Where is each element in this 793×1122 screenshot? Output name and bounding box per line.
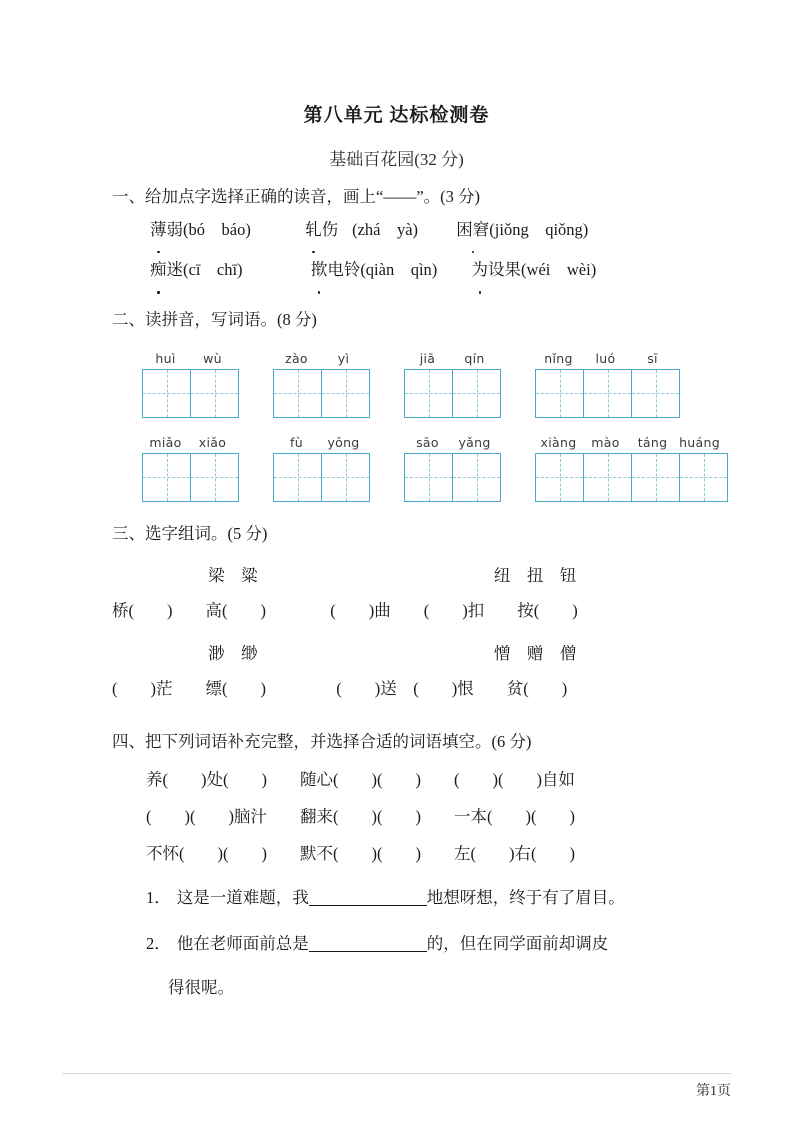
- blank-group-left[interactable]: 桥( ) 高( ): [112, 600, 266, 620]
- tian-zi-ge-cell[interactable]: [536, 370, 584, 417]
- pinyin-syllable: nǐng: [544, 350, 573, 366]
- writing-grid-block[interactable]: [273, 435, 370, 502]
- pinyin-options[interactable]: (jiǒng qiǒng): [489, 219, 589, 239]
- word-tail: 设果: [488, 260, 522, 280]
- section-two-heading: 二、读拼音，写词语。(8 分): [112, 310, 317, 329]
- tian-zi-ge-cell[interactable]: [680, 454, 727, 501]
- word-tail: 迷: [166, 260, 183, 280]
- blank-group-right[interactable]: ( )送 ( )恨 贫( ): [336, 678, 568, 698]
- tian-zi-ge[interactable]: [142, 453, 239, 502]
- char-options-row-1: [112, 559, 733, 592]
- pinyin-syllable: yōng: [327, 434, 360, 450]
- tian-zi-ge[interactable]: [404, 453, 501, 502]
- pinyin-choice-item[interactable]: [472, 250, 597, 290]
- dotted-char: 薄: [150, 210, 167, 250]
- pinyin-syllable: luó: [595, 350, 616, 366]
- pinyin-choice-item[interactable]: [311, 250, 437, 290]
- section-three: [112, 522, 733, 707]
- page-subtitle: 基础百花园(32 分): [329, 150, 464, 169]
- tian-zi-ge-cell[interactable]: [191, 454, 238, 501]
- dotted-char: 轧: [305, 210, 322, 250]
- section-one-row-2: [150, 250, 733, 290]
- tian-zi-ge[interactable]: [273, 369, 370, 418]
- grid-pinyin-label: [142, 351, 239, 366]
- dotted-char: 痴: [150, 250, 167, 290]
- pinyin-syllable: qín: [464, 350, 485, 366]
- blank-group-right[interactable]: ( )曲 ( )扣 按( ): [330, 600, 578, 620]
- section-one-row-1: [150, 210, 733, 250]
- writing-grid-block[interactable]: [142, 351, 239, 418]
- pinyin-syllable: xiàng: [540, 434, 577, 450]
- sentence-text-after: 的，但在同学面前却调皮: [426, 934, 609, 954]
- tian-zi-ge-cell[interactable]: [632, 370, 679, 417]
- section-three-heading: 三、选字组词。(5 分): [112, 524, 268, 543]
- tian-zi-ge[interactable]: [535, 453, 728, 502]
- idiom-row[interactable]: 养( )处( ) 随心( )( ) ( )( )自如: [146, 769, 575, 789]
- word-tail: 电铃: [327, 260, 361, 280]
- tian-zi-ge-cell[interactable]: [584, 370, 632, 417]
- sentence-number: 2．: [146, 934, 171, 954]
- section-one: [112, 185, 733, 291]
- pinyin-choice-item[interactable]: [150, 250, 243, 290]
- tian-zi-ge-cell[interactable]: [405, 454, 453, 501]
- pinyin-syllable: zào: [285, 350, 308, 366]
- pinyin-syllable: yǎng: [458, 434, 491, 450]
- tian-zi-ge-cell[interactable]: [632, 454, 680, 501]
- char-option-set-left[interactable]: 渺 缈: [208, 643, 258, 663]
- tian-zi-ge-cell[interactable]: [191, 370, 238, 417]
- writing-grid-block[interactable]: [273, 351, 370, 418]
- grid-pinyin-label: [273, 351, 370, 366]
- grid-pinyin-label: [404, 351, 501, 366]
- tian-zi-ge[interactable]: [404, 369, 501, 418]
- tian-zi-ge[interactable]: [535, 369, 680, 418]
- sentence-text-after: 地想呀想，终于有了眉目。: [426, 888, 625, 908]
- pinyin-syllable: wù: [203, 350, 222, 366]
- tian-zi-ge-cell[interactable]: [405, 370, 453, 417]
- word-tail: 伤: [321, 219, 339, 239]
- section-four: [112, 730, 733, 1005]
- footer-divider: [62, 1073, 731, 1074]
- char-option-set-right[interactable]: 憎 赠 僧: [493, 643, 577, 663]
- pinyin-options[interactable]: (wéi wèi): [521, 260, 597, 280]
- pinyin-choice-item[interactable]: [456, 210, 588, 250]
- sentence-text-before: 这是一道难题，我: [176, 888, 309, 908]
- dotted-char: 困窘: [456, 210, 489, 250]
- writing-grid-row-1: [142, 351, 733, 418]
- blank-group-left[interactable]: ( )茫 缥( ): [112, 678, 266, 698]
- page-number: 第1页: [696, 1084, 731, 1099]
- pinyin-syllable: sāo: [416, 434, 439, 450]
- pinyin-syllable: miǎo: [149, 434, 182, 450]
- writing-grid-block[interactable]: [404, 435, 501, 502]
- pinyin-options[interactable]: (cī chī): [183, 260, 243, 280]
- pinyin-syllable: huáng: [679, 434, 720, 450]
- writing-grid-block[interactable]: [535, 435, 728, 502]
- section-two: [112, 308, 733, 502]
- tian-zi-ge-cell[interactable]: [584, 454, 632, 501]
- pinyin-syllable: xiǎo: [198, 434, 227, 450]
- writing-grid-block[interactable]: [142, 435, 239, 502]
- pinyin-syllable: mào: [591, 434, 620, 450]
- fill-sentence-1: [146, 882, 733, 914]
- idiom-row[interactable]: 不怀( )( ) 默不( )( ) 左( )右( ): [146, 844, 575, 863]
- writing-grid-row-2: [142, 435, 733, 502]
- tian-zi-ge-cell[interactable]: [453, 370, 500, 417]
- pinyin-syllable: sī: [647, 350, 658, 366]
- pinyin-syllable: huì: [155, 350, 176, 366]
- sentence-number: 1．: [146, 888, 171, 908]
- pinyin-options[interactable]: (zhá yà): [352, 219, 419, 239]
- dotted-char: 揿: [311, 250, 328, 290]
- tian-zi-ge-cell[interactable]: [274, 454, 322, 501]
- grid-pinyin-label: [273, 435, 370, 450]
- answer-blank[interactable]: [309, 905, 427, 906]
- grid-pinyin-label: [535, 435, 728, 450]
- tian-zi-ge-cell[interactable]: [453, 454, 500, 501]
- tian-zi-ge[interactable]: [273, 453, 370, 502]
- char-options-row-2: [112, 637, 733, 670]
- pinyin-syllable: yì: [337, 350, 350, 366]
- char-blank-row-2: [112, 670, 733, 707]
- section-one-heading: 一、给加点字选择正确的读音，画上“——”。(3 分): [112, 187, 481, 206]
- writing-grid-block[interactable]: [535, 351, 680, 418]
- tian-zi-ge-cell[interactable]: [143, 370, 191, 417]
- word-tail: 弱: [166, 219, 183, 239]
- grid-pinyin-label: [142, 435, 239, 450]
- sentence-text-before: 他在老师面前总是: [176, 934, 309, 954]
- grid-pinyin-label: [535, 351, 680, 366]
- writing-grid-block[interactable]: [404, 351, 501, 418]
- char-option-set-left[interactable]: 梁 粱: [208, 565, 258, 585]
- pinyin-options[interactable]: (qiàn qìn): [360, 260, 438, 280]
- idiom-row[interactable]: ( )( )脑汁 翻来( )( ) 一本( )( ): [146, 806, 575, 826]
- pinyin-syllable: fù: [290, 434, 303, 450]
- char-blank-row-1: [112, 592, 733, 629]
- sentence-continuation: 得很呢。: [168, 978, 234, 998]
- tian-zi-ge-cell[interactable]: [274, 370, 322, 417]
- tian-zi-ge-cell[interactable]: [536, 454, 584, 501]
- section-four-heading: 四、把下列词语补充完整，并选择合适的词语填空。(6 分): [112, 732, 532, 751]
- char-option-set-right[interactable]: 纽 扭 钮: [493, 565, 577, 585]
- page-title: 第八单元 达标检测卷: [303, 105, 490, 126]
- tian-zi-ge-cell[interactable]: [322, 370, 369, 417]
- pinyin-choice-item[interactable]: [305, 210, 418, 250]
- pinyin-syllable: jiā: [419, 350, 436, 366]
- pinyin-options[interactable]: (bó báo): [183, 219, 251, 239]
- answer-blank[interactable]: [309, 951, 427, 952]
- grid-pinyin-label: [404, 435, 501, 450]
- tian-zi-ge-cell[interactable]: [143, 454, 191, 501]
- tian-zi-ge[interactable]: [142, 369, 239, 418]
- pinyin-choice-item[interactable]: [150, 210, 251, 250]
- fill-sentence-2: [146, 928, 733, 960]
- dotted-char: 为: [472, 250, 489, 290]
- tian-zi-ge-cell[interactable]: [322, 454, 369, 501]
- pinyin-syllable: táng: [637, 434, 668, 450]
